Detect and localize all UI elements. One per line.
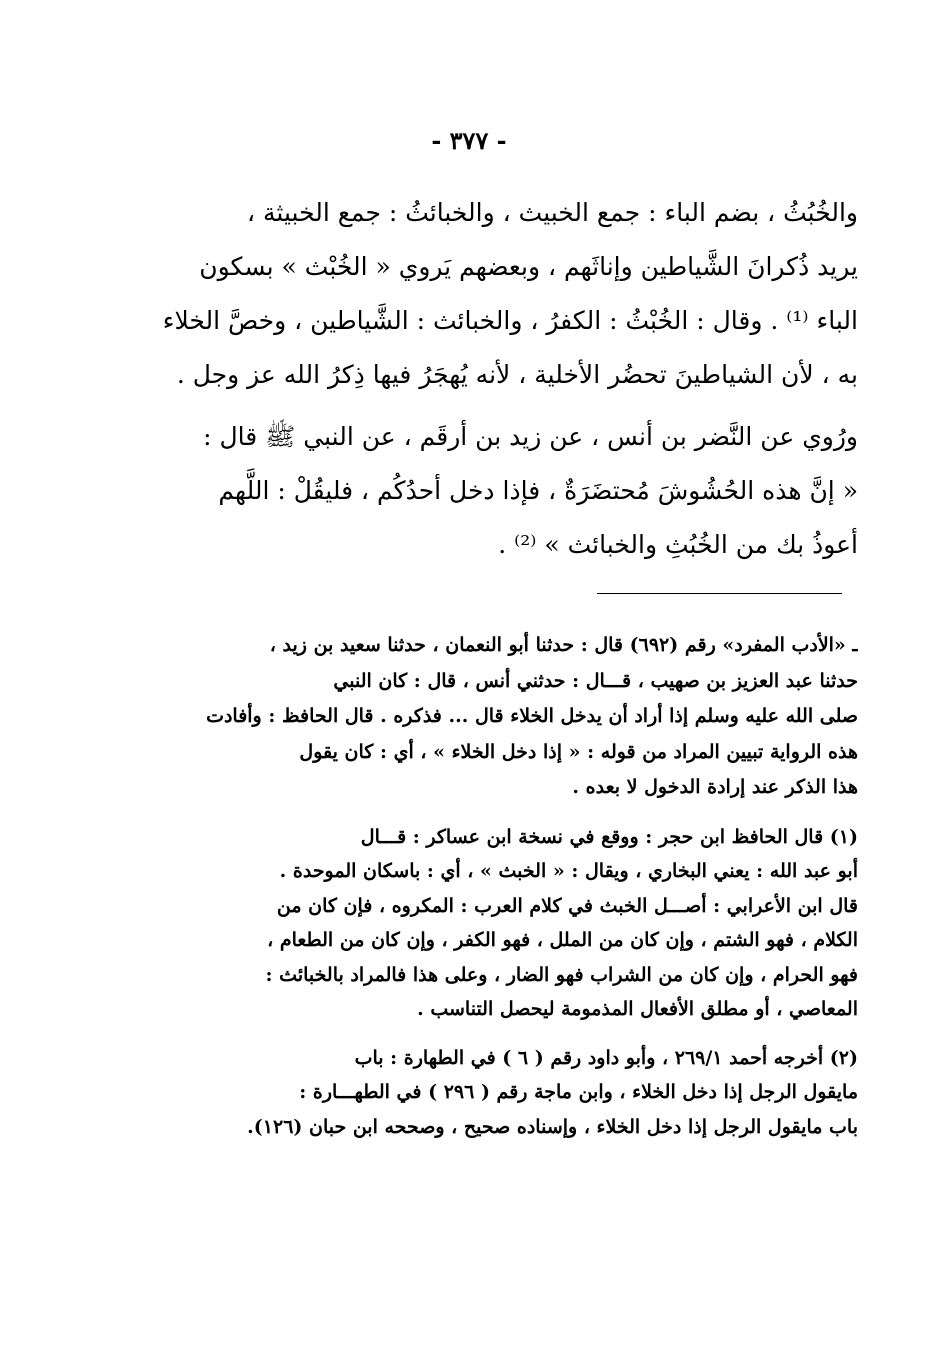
footnote-line: ـ «الأدب المفرد» رقم (٦٩٢) قال : حدثنا أبو النعمان ، حدثنا سعيد بن زيد ، xyxy=(269,634,858,656)
footnote-line: مايقول الرجل إذا دخل الخلاء ، وابن ماجة رقم ( ٢٩٦ ) في الطهـــارة : xyxy=(299,1081,858,1103)
footnote-line: (١) قال الحافظ ابن حجر : ووقع في نسخة ابن عساكر : قـــال xyxy=(360,825,858,848)
main-text-line: الباء ⁽¹⁾ . وقال : الخُبْثُ : الكفرُ ، والخبائث : الشَّياطين ، وخصَّ الخلاء xyxy=(162,306,858,335)
main-text-line: يريد ذُكرانَ الشَّياطين وإناثَهم ، وبعضهم يَروي « الخُبْث » بسكون xyxy=(199,252,858,281)
footnote-1 xyxy=(78,820,858,1027)
footnote-intro xyxy=(78,628,858,806)
main-text-line: « إنَّ هذه الحُشُوشَ مُحتضَرَةٌ ، فإذا دخل أحدُكُم ، فليقُلْ : اللَّهم xyxy=(218,476,858,505)
footnote-line: المعاصي ، أو مطلق الأفعال المذمومة ليحصل التناسب . xyxy=(417,998,858,1020)
footnote-2 xyxy=(78,1041,858,1145)
main-text-line: والخُبُثُ ، بضم الباء : جمع الخبيث ، والخبائثُ : جمع الخبيثة ، xyxy=(247,198,858,227)
footnote-line: فهو الحرام ، وإن كان من الشراب فهو الضار ، وعلى هذا فالمراد بالخبائث : xyxy=(265,963,858,986)
paragraph-gap xyxy=(78,402,858,410)
footnote-line: الكلام ، فهو الشتم ، وإن كان من الملل ، فهو الكفر ، وإن كان من الطعام ، xyxy=(267,929,858,951)
main-text-line: به ، لأن الشياطينَ تحضُر الأخلية ، لأنه يُهجَرُ فيها ذِكرُ الله عز وجل . xyxy=(176,360,858,389)
footnotes xyxy=(78,628,858,1156)
footnote-line: حدثنا عبد العزيز بن صهيب ، قـــال : حدثني أنس ، قال : كان النبي xyxy=(333,669,858,692)
footnote-line: صلى الله عليه وسلم إذا أراد أن يدخل الخلاء قال ... فذكره . قال الحافظ : وأفادت xyxy=(206,705,858,727)
footnote-divider xyxy=(597,593,842,594)
footnote-line: قال ابن الأعرابي : أصـــل الخبث في كلام العرب : المكروه ، فإن كان من xyxy=(276,894,858,917)
footnote-line: أبو عبد الله : يعني البخاري ، ويقال : « الخبث » ، أي : باسكان الموحدة . xyxy=(279,860,858,882)
main-text-line: أعوذُ بك من الخُبُثِ والخبائث » ⁽²⁾ . xyxy=(498,530,858,559)
footnote-line: هذه الرواية تبيين المراد من قوله : « إذا دخل الخلاء » ، أي : كان يقول xyxy=(299,740,858,763)
main-text-line: ورُوي عن النَّضر بن أنس ، عن زيد بن أرقَم ، عن النبي ﷺ قال : xyxy=(203,422,858,451)
footnote-line: هذا الذكر عند إرادة الدخول لا بعده . xyxy=(572,776,858,798)
footnote-line: (٢) أخرجه أحمد ٢٦٩/١ ، وأبو داود رقم ( ٦ ) في الطهارة : باب xyxy=(354,1046,858,1069)
footnote-line: باب مايقول الرجل إذا دخل الخلاء ، وإسناده صحيح ، وصححه ابن حبان (١٢٦). xyxy=(247,1115,858,1138)
page-number: - ٣٧٧ - xyxy=(431,126,507,155)
main-text xyxy=(78,186,858,572)
